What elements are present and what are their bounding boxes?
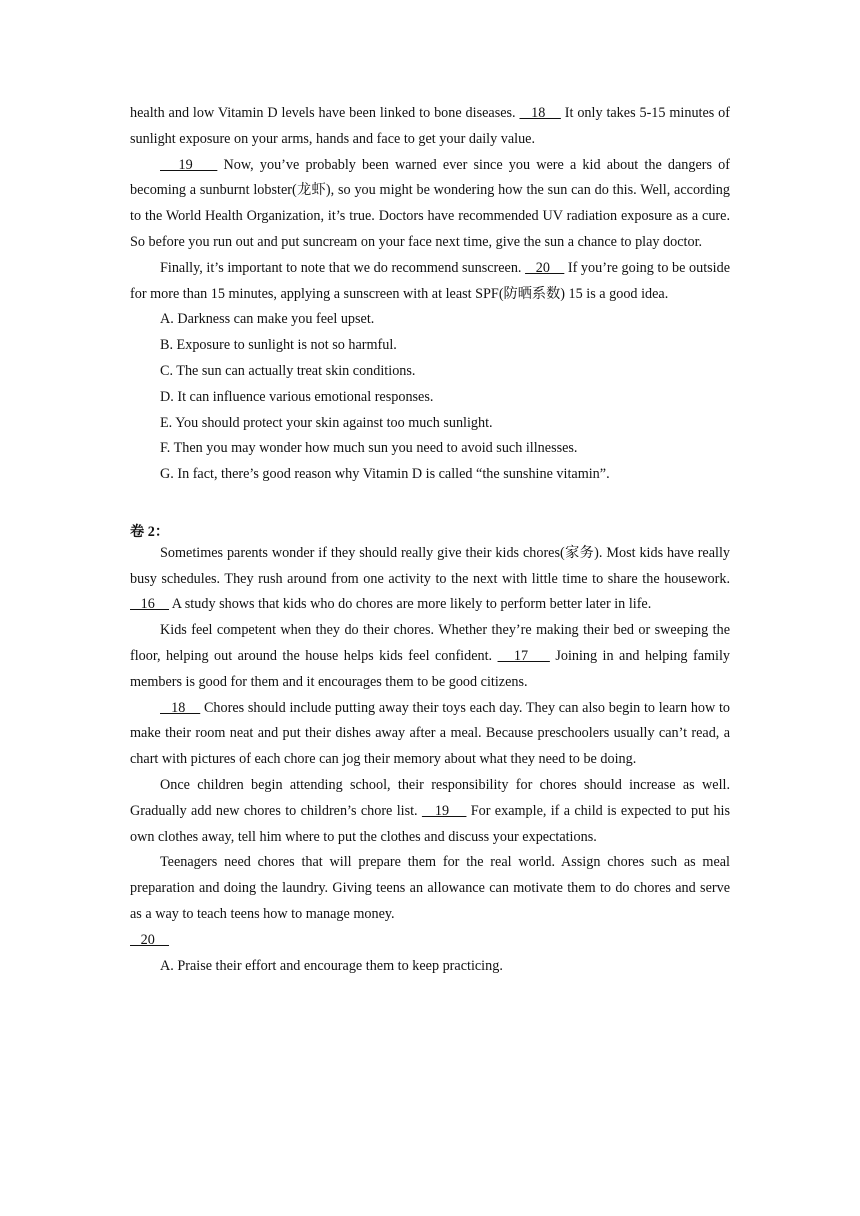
blank-20-part2: 20 bbox=[130, 931, 170, 948]
paragraph-text: Now, you’ve probably been warned ever since you were a kid about the dangers of becoming a sunburnt lobster(龙虾), so you might be wondering how the sun can do this. Well, according to the World Health Organization, it’s true. Doctors have recommended UV radiation exposure as a cure. So before you run out and put suncream on your face next time, give the sun a chance to play doctor. bbox=[130, 156, 731, 250]
options-list-part2 bbox=[130, 954, 730, 980]
option-d: D. It can influence various emotional responses. bbox=[160, 388, 434, 405]
paragraph-school bbox=[130, 773, 730, 850]
paragraph-text: It only takes 5-15 minutes of sunlight exposure on your arms, hands and face to get your daily value. bbox=[130, 105, 731, 147]
paragraph-preschoolers bbox=[130, 696, 730, 773]
paragraph-text: Teenagers need chores that will prepare them for the real world. Assign chores such as meal preparation and doing the laundry. Giving teens an allowance can motivate them to do chores and serve as a way to teach teens how to manage money. bbox=[130, 854, 730, 922]
blank-17: 17 bbox=[497, 647, 550, 664]
blank-20-line bbox=[130, 928, 730, 954]
option-a-part2: A. Praise their effort and encourage them to keep practicing. bbox=[160, 957, 503, 974]
paragraph-text: Finally, it’s important to note that we do recommend sunscreen. bbox=[160, 259, 526, 276]
paragraph-sunburn bbox=[130, 153, 730, 256]
option-a: A. Darkness can make you feel upset. bbox=[160, 311, 375, 328]
paragraph-text: If you’re going to be outside for more than 15 minutes, applying a sunscreen with at least SPF(防晒系数) 15 is a good idea. bbox=[130, 259, 730, 302]
option-g: G. In fact, there’s good reason why Vitamin D is called “the sunshine vitamin”. bbox=[160, 466, 610, 483]
blank-19: 19 bbox=[160, 156, 218, 173]
paragraph-text: Kids feel competent when they do their chores. Whether they’re making their bed or sweeping the floor, helping out around the house helps kids feel confident. bbox=[130, 622, 730, 664]
section-heading: 卷 2： bbox=[130, 523, 170, 540]
paragraph-vitamin-d bbox=[130, 101, 730, 153]
paragraph-chores-intro bbox=[130, 541, 730, 618]
options-list-part1 bbox=[130, 307, 730, 488]
blank-18-part2: 18 bbox=[160, 699, 201, 716]
paragraph-competent bbox=[130, 618, 730, 695]
paragraph-text: Chores should include putting away their toys each day. They can also begin to learn how to make their room neat and put their dishes away after a meal. Because preschoolers usually can’t read, a chart with pictures of each chore can jog their memory about what they need to be doing. bbox=[130, 699, 731, 768]
blank-16: 16 bbox=[130, 596, 170, 613]
paragraph-text: Sometimes parents wonder if they should really give their kids chores(家务). Most kids have really busy schedules. They rush around from one activity to the next with little time to share the housework. bbox=[130, 544, 730, 587]
paragraph-text: health and low Vitamin D levels have been linked to bone diseases. bbox=[130, 105, 520, 121]
paragraph-text: Once children begin attending school, their responsibility for chores should increase as well. Gradually add new chores to children’s chore list. bbox=[130, 776, 730, 819]
paragraph-text: For example, if a child is expected to put his own clothes away, tell him where to put the clothes and discuss your expectations. bbox=[130, 802, 730, 845]
paragraph-sunscreen bbox=[130, 256, 730, 308]
option-e: E. You should protect your skin against too much sunlight. bbox=[160, 414, 493, 431]
option-f: F. Then you may wonder how much sun you need to avoid such illnesses. bbox=[160, 440, 578, 457]
option-c: C. The sun can actually treat skin conditions. bbox=[160, 362, 416, 379]
option-b: B. Exposure to sunlight is not so harmful. bbox=[160, 337, 397, 354]
blank-18: 18 bbox=[519, 105, 561, 121]
blank-20: 20 bbox=[525, 259, 565, 276]
paragraph-text: Joining in and helping family members is good for them and it encourages them to be good citizens. bbox=[130, 647, 731, 690]
paragraph-teenagers bbox=[130, 850, 730, 927]
paragraph-text: A study shows that kids who do chores are more likely to perform better later in life. bbox=[169, 596, 652, 613]
blank-19-part2: 19 bbox=[421, 802, 467, 819]
document-page bbox=[130, 101, 730, 979]
